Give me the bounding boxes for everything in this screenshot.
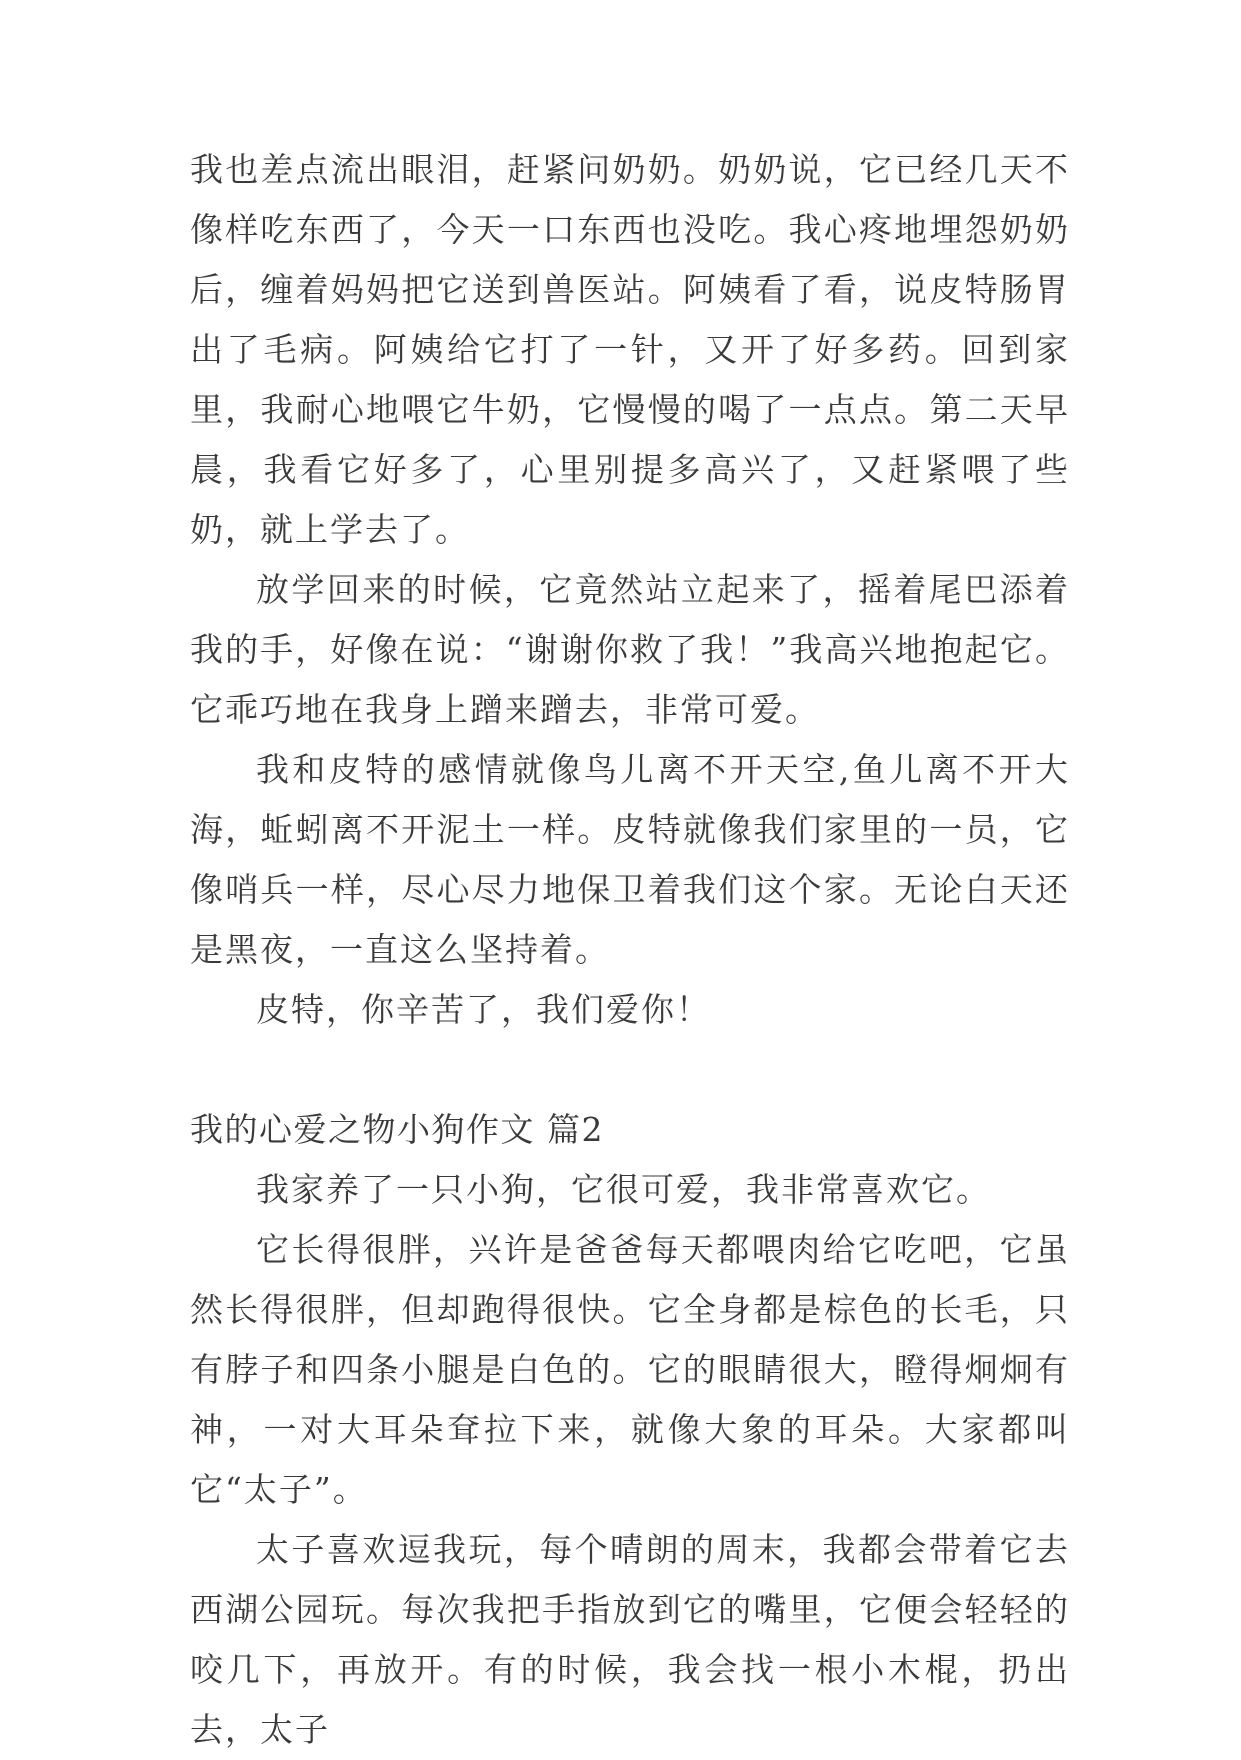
paragraph: 它长得很胖，兴许是爸爸每天都喂肉给它吃吧，它虽然长得很胖，但却跑得很快。它全身都是棕色的长毛，只有脖子和四条小腿是白色的。它的眼睛很大，瞪得炯炯有神，一对大耳朵耷拉下来，就像大象的耳朵。大家都叫它“太子”。 bbox=[190, 1230, 1070, 1509]
paragraph: 太子喜欢逗我玩，每个晴朗的周末，我都会带着它去西湖公园玩。每次我把手指放到它的嘴里，它便会轻轻的咬几下，再放开。有的时候，我会找一根小木棍，扔出去，太子 bbox=[190, 1530, 1070, 1749]
paragraph: 我家养了一只小狗，它很可爱，我非常喜欢它。 bbox=[256, 1170, 991, 1209]
paragraph: 我和皮特的感情就像鸟儿离不开天空,鱼儿离不开大海，蚯蚓离不开泥土一样。皮特就像我们家里的一员，它像哨兵一样，尽心尽力地保卫着我们这个家。无论白天还是黑夜，一直这么坚持着。 bbox=[190, 750, 1070, 969]
paragraph: 我也差点流出眼泪，赶紧问奶奶。奶奶说，它已经几天不像样吃东西了，今天一口东西也没吃。我心疼地埋怨奶奶后，缠着妈妈把它送到兽医站。阿姨看了看，说皮特肠胃出了毛病。阿姨给它打了一针，又开了好多药。回到家里，我耐心地喂它牛奶，它慢慢的喝了一点点。第二天早晨，我看它好多了，心里别提多高兴了，又赶紧喂了些奶，就上学去了。 bbox=[190, 150, 1070, 549]
section-spacer bbox=[190, 1040, 1070, 1100]
paragraph: 放学回来的时候，它竟然站立起来了，摇着尾巴添着我的手，好像在说：“谢谢你救了我！”我高兴地抱起它。它乖巧地在我身上蹭来蹭去，非常可爱。 bbox=[190, 570, 1070, 729]
article-body bbox=[190, 140, 1070, 1760]
paragraph: 皮特，你辛苦了，我们爱你！ bbox=[256, 990, 711, 1029]
section-heading: 我的心爱之物小狗作文 篇2 bbox=[190, 1110, 604, 1149]
